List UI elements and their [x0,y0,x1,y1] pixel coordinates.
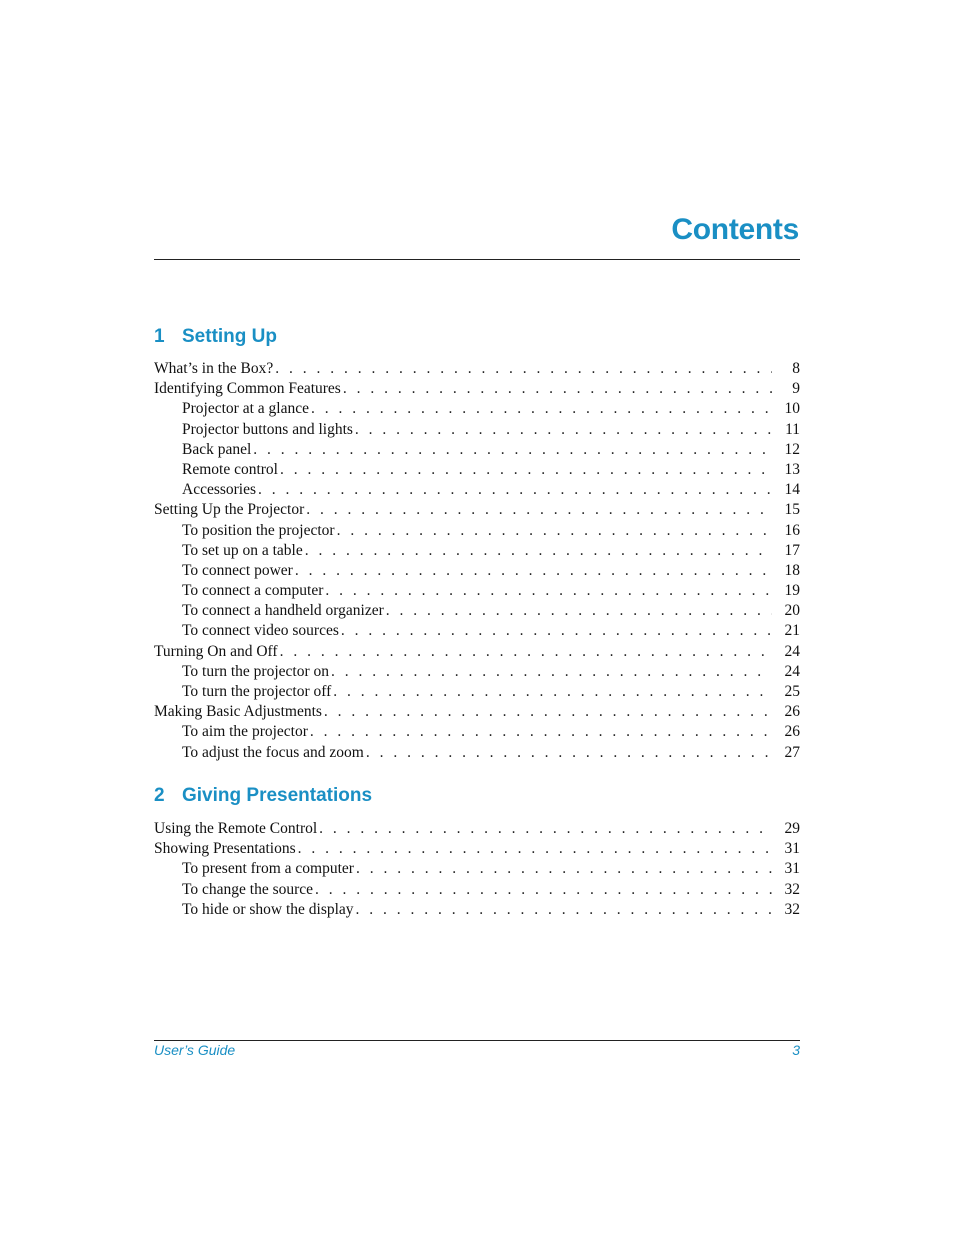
dot-leader [275,359,772,379]
toc-entry[interactable] [154,880,800,900]
toc-entry-label: To change the source [182,880,314,898]
dot-leader [306,500,772,520]
dot-leader [315,880,772,900]
toc-list-chapter-1 [154,359,800,763]
toc-entry[interactable] [154,601,800,621]
toc-entry-page: 24 [784,662,800,680]
dot-leader [337,521,772,541]
toc-entry-label: To turn the projector off [182,683,332,700]
dot-leader [305,541,772,561]
toc-entry-label: Using the Remote Control [154,820,318,837]
toc-entry-page: 19 [784,582,800,600]
toc-entry-label: Accessories [182,481,257,499]
dot-leader [331,662,772,682]
toc-entry[interactable] [154,359,800,379]
toc-entry[interactable] [154,500,800,520]
toc-entry-label: To connect a handheld organizer [182,602,384,620]
toc-entry-page: 24 [784,642,800,660]
footer-divider [154,1040,800,1041]
toc-entry-page: 13 [784,460,800,478]
toc-entry-page: 32 [784,880,800,898]
toc-entry-page: 11 [785,420,800,438]
dot-leader [366,743,772,763]
toc-entry-page: 29 [784,820,800,837]
toc-entry-label: Remote control [182,460,278,478]
chapter-number: 2 [154,785,165,806]
dot-leader [341,621,772,641]
toc-entry-page: 14 [784,481,800,499]
toc-entry-page: 16 [784,521,800,539]
toc-entry-label: Making Basic Adjustments [154,703,322,721]
toc-entry[interactable] [154,541,800,561]
dot-leader [319,819,772,839]
toc-entry-page: 10 [784,400,800,418]
toc-entry[interactable] [154,702,800,722]
page-footer [154,1042,800,1058]
toc-entry-page: 8 [792,360,800,377]
toc-entry-page: 20 [784,602,800,620]
toc-entry-label: To position the projector [182,521,335,539]
toc-entry[interactable] [154,642,800,662]
toc-entry-label: Projector buttons and lights [182,420,353,438]
dot-leader [310,722,772,742]
toc-entry-label: Back panel [182,440,252,458]
toc-entry[interactable] [154,819,800,839]
toc-entry[interactable] [154,521,800,541]
toc-entry-label: To set up on a table [182,541,303,559]
chapter-title: Giving Presentations [182,785,373,806]
dot-leader [280,642,772,662]
dot-leader [325,581,772,601]
toc-entry-label: Setting Up the Projector [154,501,305,519]
toc-entry[interactable] [154,480,800,500]
chapter-heading-1 [154,326,277,348]
toc-entry-label: To connect power [182,561,293,579]
toc-entry-label: To present from a computer [182,860,354,878]
toc-entry-page: 31 [784,840,800,858]
toc-entry[interactable] [154,682,800,702]
toc-entry[interactable] [154,581,800,601]
toc-entry[interactable] [154,379,800,399]
dot-leader [298,839,772,859]
chapter-title: Setting Up [182,326,277,347]
toc-entry-label: To adjust the focus and zoom [182,743,364,761]
toc-entry-label: Projector at a glance [182,400,309,418]
toc-entry[interactable] [154,440,800,460]
toc-entry-label: To connect a computer [182,582,324,600]
toc-entry-page: 31 [784,860,800,878]
toc-entry[interactable] [154,722,800,742]
dot-leader [333,682,772,702]
title-divider [154,259,800,260]
toc-entry[interactable] [154,662,800,682]
toc-entry[interactable] [154,839,800,859]
toc-entry-page: 32 [784,900,800,918]
dot-leader [253,440,772,460]
toc-entry-page: 15 [784,501,800,519]
toc-entry-label: To connect video sources [182,622,339,640]
dot-leader [343,379,772,399]
toc-entry-page: 12 [784,440,800,458]
toc-entry-page: 27 [784,743,800,761]
toc-entry-label: To aim the projector [182,723,308,741]
toc-entry-page: 26 [784,703,800,721]
toc-entry[interactable] [154,900,800,920]
toc-entry[interactable] [154,743,800,763]
toc-entry-label: What’s in the Box? [154,360,274,377]
toc-entry[interactable] [154,399,800,419]
toc-entry-label: Identifying Common Features [154,380,341,398]
toc-entry[interactable] [154,460,800,480]
toc-entry-label: To hide or show the display [182,900,354,918]
toc-entry[interactable] [154,859,800,879]
dot-leader [324,702,772,722]
toc-entry-page: 26 [784,723,800,741]
toc-entry[interactable] [154,420,800,440]
dot-leader [356,859,772,879]
toc-entry-page: 17 [784,541,800,559]
footer-document-name: User’s Guide [154,1042,236,1058]
toc-entry-label: Turning On and Off [154,642,278,660]
dot-leader [295,561,772,581]
dot-leader [280,460,772,480]
chapter-heading-2 [154,785,372,807]
toc-entry[interactable] [154,621,800,641]
footer-page-number: 3 [792,1042,800,1058]
dot-leader [311,399,772,419]
dot-leader [355,420,772,440]
dot-leader [386,601,772,621]
toc-entry-page: 18 [784,561,800,579]
toc-entry-label: To turn the projector on [182,662,329,680]
dot-leader [258,480,772,500]
toc-entry-page: 21 [784,622,800,640]
toc-entry-page: 25 [784,683,800,700]
toc-entry[interactable] [154,561,800,581]
dot-leader [356,900,772,920]
chapter-number: 1 [154,326,165,347]
toc-list-chapter-2 [154,819,800,920]
toc-entry-label: Showing Presentations [154,840,296,858]
page-title: Contents [671,213,799,246]
toc-entry-page: 9 [792,380,800,398]
